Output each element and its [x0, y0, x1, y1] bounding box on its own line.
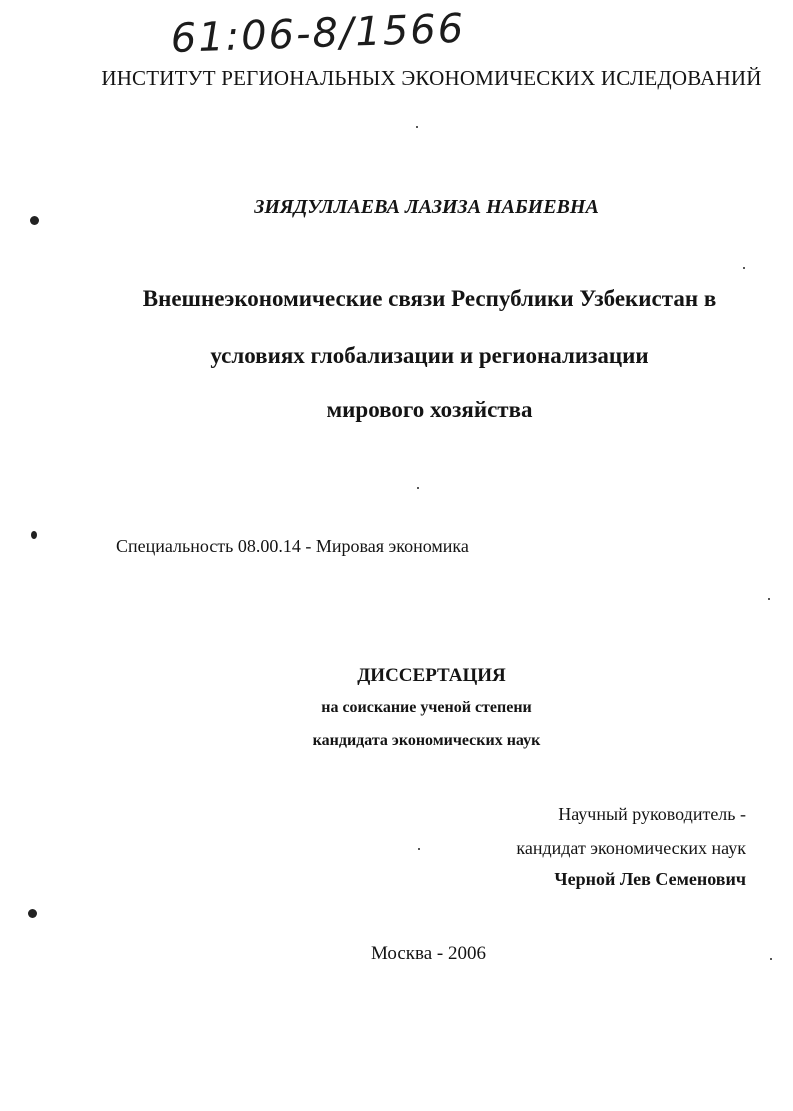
scan-speck [770, 958, 772, 960]
scan-speck [416, 126, 418, 128]
scan-speck [743, 267, 745, 269]
dissertation-heading: ДИССЕРТАЦИЯ [357, 665, 506, 686]
scan-speck [28, 909, 37, 918]
dissertation-title-line-3: мирового хозяйства [326, 397, 533, 422]
supervisor-degree: кандидат экономических наук [516, 838, 746, 858]
scan-speck [418, 848, 420, 850]
dissertation-title-line-1: Внешнеэкономические связи Республики Узбекистан в [142, 286, 717, 311]
scan-speck [30, 216, 39, 225]
scan-speck [417, 487, 419, 489]
scan-speck [31, 531, 37, 539]
degree-line-1: на соискание ученой степени [321, 699, 532, 716]
scan-speck [768, 598, 770, 600]
city-year: Москва - 2006 [370, 943, 487, 964]
degree-line-2: кандидата экономических наук [312, 732, 541, 749]
handwritten-archive-code: 61:06-8/1566 [170, 5, 466, 62]
supervisor-role: Научный руководитель - [558, 804, 746, 824]
author-name: ЗИЯДУЛЛАЕВА ЛАЗИЗА НАБИЕВНА [254, 196, 599, 218]
supervisor-name: Черной Лев Семенович [554, 869, 746, 889]
dissertation-title-line-2: условиях глобализации и регионализации [210, 343, 649, 368]
institute-name: ИНСТИТУТ РЕГИОНАЛЬНЫХ ЭКОНОМИЧЕСКИХ ИСЛЕДОВАНИЙ [101, 66, 762, 90]
specialty-line: Специальность 08.00.14 - Мировая экономика [116, 536, 469, 556]
